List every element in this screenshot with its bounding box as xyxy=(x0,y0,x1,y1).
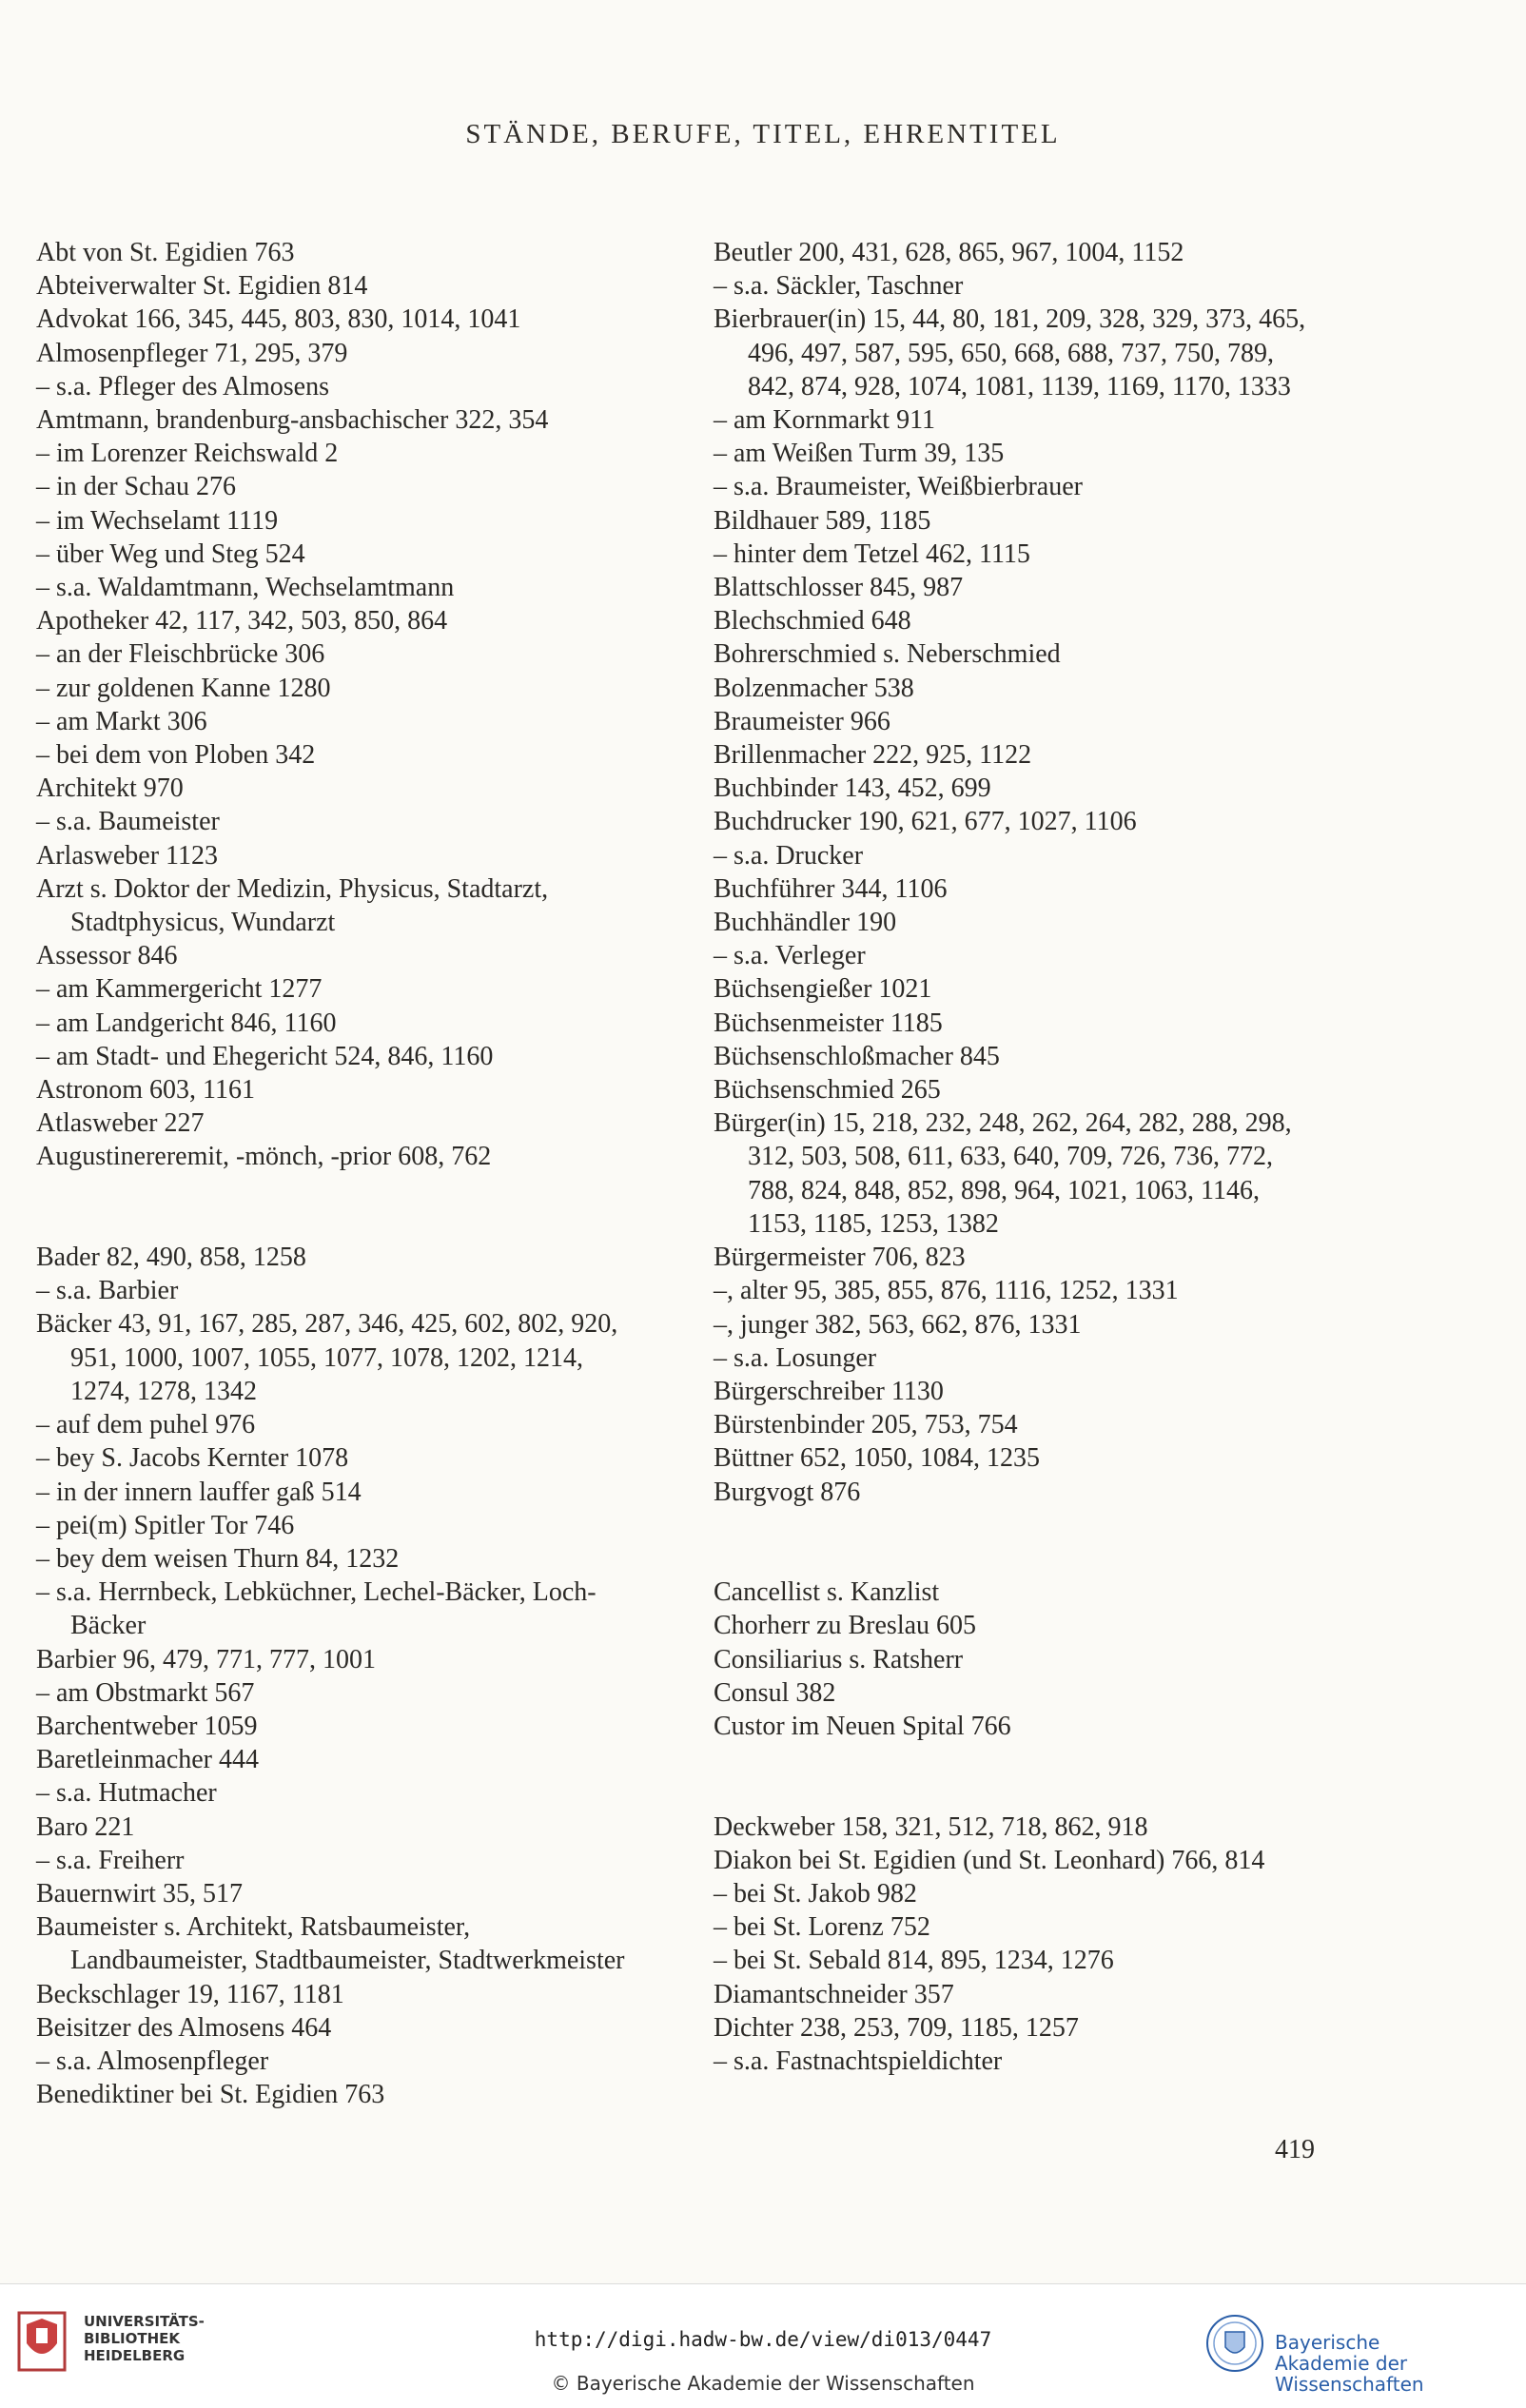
left-index-entry: Amtmann, brandenburg-ansbachischer 322, 354 xyxy=(36,405,549,436)
right-index-entry: Buchführer 344, 1106 xyxy=(714,873,948,904)
right-index-entry: Bürgermeister 706, 823 xyxy=(714,1243,966,1273)
left-index-entry: – am Stadt- und Ehegericht 524, 846, 1160 xyxy=(36,1041,494,1071)
right-index-entry: Custor im Neuen Spital 766 xyxy=(714,1711,1011,1741)
viewer-footer xyxy=(0,2283,1526,2408)
left-index-entry: – s.a. Waldamtmann, Wechselamtmann xyxy=(36,573,455,603)
left-index-entry: Bäcker 43, 91, 167, 285, 287, 346, 425, 602, 802, 920, 951, 1000, 1007, 1055, 1077, 1078, 1202, 1214, 1274, 1278, 1342 xyxy=(36,1309,618,1406)
left-index-entry: Barbier 96, 479, 771, 777, 1001 xyxy=(36,1644,376,1674)
left-index-entry: – bei dem von Ploben 342 xyxy=(36,740,316,771)
left-index-entry: – in der Schau 276 xyxy=(36,472,236,502)
library-line-1: UNIVERSITÄTS- xyxy=(84,2313,205,2330)
right-index-entry: – s.a. Braumeister, Weißbierbrauer xyxy=(714,472,1083,502)
left-index-entry: Astronom 603, 1161 xyxy=(36,1075,255,1106)
right-index-entry: – s.a. Verleger xyxy=(714,941,866,971)
right-index-entry: – s.a. Drucker xyxy=(714,840,864,871)
right-index-entry: Büchsenschloßmacher 845 xyxy=(714,1041,1000,1071)
left-index-entry: Augustinereremit, -mönch, -prior 608, 762 xyxy=(36,1142,492,1172)
section-gap xyxy=(36,1174,645,1241)
right-index-entry: Buchdrucker 190, 621, 677, 1027, 1106 xyxy=(714,807,1137,837)
academy-line-2: Akademie der Wissenschaften xyxy=(1275,2352,1424,2396)
left-index-entry: – zur goldenen Kanne 1280 xyxy=(36,673,331,703)
academy-name xyxy=(1275,2332,1526,2395)
right-index-entry: Buchbinder 143, 452, 699 xyxy=(714,773,991,804)
left-index-entry: – s.a. Hutmacher xyxy=(36,1778,217,1809)
left-index-entry: – pei(m) Spitler Tor 746 xyxy=(36,1510,295,1540)
right-index-entry: Bolzenmacher 538 xyxy=(714,673,914,703)
right-index-entry: Büchsengießer 1021 xyxy=(714,974,932,1005)
right-index-entry: – s.a. Fastnachtspieldichter xyxy=(714,2046,1003,2076)
right-index-entry: – s.a. Losunger xyxy=(714,1342,877,1373)
left-index-entry: Bauernwirt 35, 517 xyxy=(36,1878,243,1909)
right-index-entry: – bei St. Lorenz 752 xyxy=(714,1912,930,1943)
right-index-entry: Cancellist s. Kanzlist xyxy=(714,1577,940,1608)
left-index-entry: Almosenpfleger 71, 295, 379 xyxy=(36,338,348,368)
library-line-3: HEIDELBERG xyxy=(84,2347,186,2364)
academy-line-1: Bayerische xyxy=(1275,2331,1380,2354)
right-index-entry: Diamantschneider 357 xyxy=(714,1979,954,2009)
right-index-entry: Dichter 238, 253, 709, 1185, 1257 xyxy=(714,2012,1079,2043)
right-index-entry: Brillenmacher 222, 925, 1122 xyxy=(714,740,1032,771)
section-gap xyxy=(714,1509,1322,1576)
left-index-entry: – am Markt 306 xyxy=(36,706,207,736)
right-index-entry: Diakon bei St. Egidien (und St. Leonhard) 766, 814 xyxy=(714,1845,1265,1875)
left-index-entry: Baro 221 xyxy=(36,1811,135,1842)
left-index-entry: Architekt 970 xyxy=(36,773,184,804)
left-index-entry: Beisitzer des Almosens 464 xyxy=(36,2012,332,2043)
left-index-entry: Assessor 846 xyxy=(36,941,178,971)
right-index-entry: Beutler 200, 431, 628, 865, 967, 1004, 1152 xyxy=(714,238,1184,267)
right-index-entry: Burgvogt 876 xyxy=(714,1477,861,1507)
right-index-entry: Consiliarius s. Ratsherr xyxy=(714,1644,964,1674)
left-index-entry: – bey dem weisen Thurn 84, 1232 xyxy=(36,1543,400,1574)
index-column-left xyxy=(36,236,645,2111)
page-title: STÄNDE, BERUFE, TITEL, EHRENTITEL xyxy=(465,119,1061,149)
index-column-right xyxy=(714,236,1322,2078)
page-number: 419 xyxy=(1275,2135,1315,2164)
copyright-notice: © Bayerische Akademie der Wissenschaften xyxy=(551,2372,975,2395)
right-index-entry: Blattschlosser 845, 987 xyxy=(714,573,964,603)
left-index-entry: – am Obstmarkt 567 xyxy=(36,1677,255,1708)
right-index-entry: – am Kornmarkt 911 xyxy=(714,405,936,436)
left-index-entry: Apotheker 42, 117, 342, 503, 850, 864 xyxy=(36,606,448,636)
right-index-entry: –, junger 382, 563, 662, 876, 1331 xyxy=(714,1309,1082,1340)
right-index-entry: Bildhauer 589, 1185 xyxy=(714,505,931,536)
right-index-entry: – bei St. Sebald 814, 895, 1234, 1276 xyxy=(714,1946,1114,1976)
left-index-entry: – über Weg und Steg 524 xyxy=(36,538,305,569)
right-index-entry: Bürgerschreiber 1130 xyxy=(714,1376,944,1406)
right-index-entry: Bohrerschmied s. Neberschmied xyxy=(714,639,1061,670)
left-index-entry: – s.a. Herrnbeck, Lebküchner, Lechel-Bäcker, Loch-Bäcker xyxy=(36,1577,597,1641)
left-index-entry: – am Kammergericht 1277 xyxy=(36,974,323,1005)
left-index-entry: – s.a. Almosenpfleger xyxy=(36,2046,269,2076)
left-index-entry: Abteiverwalter St. Egidien 814 xyxy=(36,271,368,302)
left-index-entry: – am Landgericht 846, 1160 xyxy=(36,1008,337,1038)
left-index-entry: – bey S. Jacobs Kernter 1078 xyxy=(36,1443,349,1474)
right-index-entry: – am Weißen Turm 39, 135 xyxy=(714,439,1005,469)
right-index-entry: Büttner 652, 1050, 1084, 1235 xyxy=(714,1443,1040,1474)
right-index-entry: – bei St. Jakob 982 xyxy=(714,1878,917,1909)
left-index-entry: Bader 82, 490, 858, 1258 xyxy=(36,1243,306,1273)
left-index-entry: – im Wechselamt 1119 xyxy=(36,505,279,536)
right-index-entry: Blechschmied 648 xyxy=(714,606,911,636)
left-index-entry: – s.a. Pfleger des Almosens xyxy=(36,371,329,401)
right-index-entry: Chorherr zu Breslau 605 xyxy=(714,1611,977,1641)
left-index-entry: – s.a. Barbier xyxy=(36,1276,179,1306)
right-index-entry: Braumeister 966 xyxy=(714,706,890,736)
academy-seal-icon xyxy=(1204,2313,1265,2374)
left-index-entry: – s.a. Freiherr xyxy=(36,1845,185,1875)
permalink-url[interactable]: http://digi.hadw-bw.de/view/di013/0447 xyxy=(534,2328,992,2351)
right-index-entry: – hinter dem Tetzel 462, 1115 xyxy=(714,538,1030,569)
right-index-entry: Bierbrauer(in) 15, 44, 80, 181, 209, 328, 329, 373, 465, 496, 497, 587, 595, 650, 668, 688, 737, 750, 789, 842, 874, 928, 1074, 1081, 1139, 1169, 1170, 1333 xyxy=(714,304,1306,401)
left-index-entry: Advokat 166, 345, 445, 803, 830, 1014, 1041 xyxy=(36,304,521,335)
right-index-entry: Büchsenmeister 1185 xyxy=(714,1008,943,1038)
right-index-entry: Consul 382 xyxy=(714,1677,836,1708)
left-index-entry: – an der Fleischbrücke 306 xyxy=(36,639,325,670)
left-index-entry: Barchentweber 1059 xyxy=(36,1711,258,1741)
left-index-entry: Atlasweber 227 xyxy=(36,1108,205,1139)
left-index-entry: Arzt s. Doktor der Medizin, Physicus, Stadtarzt, Stadtphysicus, Wundarzt xyxy=(36,873,549,938)
left-index-entry: – s.a. Baumeister xyxy=(36,807,220,837)
left-index-entry: – im Lorenzer Reichswald 2 xyxy=(36,439,339,469)
section-gap xyxy=(714,1743,1322,1810)
left-index-entry: – auf dem puhel 976 xyxy=(36,1410,256,1440)
right-index-entry: Deckweber 158, 321, 512, 718, 862, 918 xyxy=(714,1811,1148,1842)
left-index-entry: Benediktiner bei St. Egidien 763 xyxy=(36,2080,385,2110)
left-index-entry: – in der innern lauffer gaß 514 xyxy=(36,1477,362,1507)
left-index-entry: Arlasweber 1123 xyxy=(36,840,219,871)
left-index-entry: Baumeister s. Architekt, Ratsbaumeister, Landbaumeister, Stadtbaumeister, Stadtwerkmeister xyxy=(36,1912,625,1976)
right-index-entry: Büchsenschmied 265 xyxy=(714,1075,941,1106)
right-index-entry: Bürstenbinder 205, 753, 754 xyxy=(714,1410,1018,1440)
right-index-entry: Buchhändler 190 xyxy=(714,908,897,938)
right-index-entry: –, alter 95, 385, 855, 876, 1116, 1252, 1331 xyxy=(714,1276,1179,1306)
left-index-entry: Abt von St. Egidien 763 xyxy=(36,238,295,267)
right-index-entry: Bürger(in) 15, 218, 232, 248, 262, 264, 282, 288, 298, 312, 503, 508, 611, 633, 640, 709, 726, 736, 772, 788, 824, 848, 852, 898, 964, 1021, 1063, 1146, 1153, 1185, 1253, 1382 xyxy=(714,1108,1292,1239)
library-line-2: BIBLIOTHEK xyxy=(84,2330,180,2347)
left-index-entry: Beckschlager 19, 1167, 1181 xyxy=(36,1979,344,2009)
left-index-entry: Baretleinmacher 444 xyxy=(36,1745,260,1775)
right-index-entry: – s.a. Säckler, Taschner xyxy=(714,271,964,302)
